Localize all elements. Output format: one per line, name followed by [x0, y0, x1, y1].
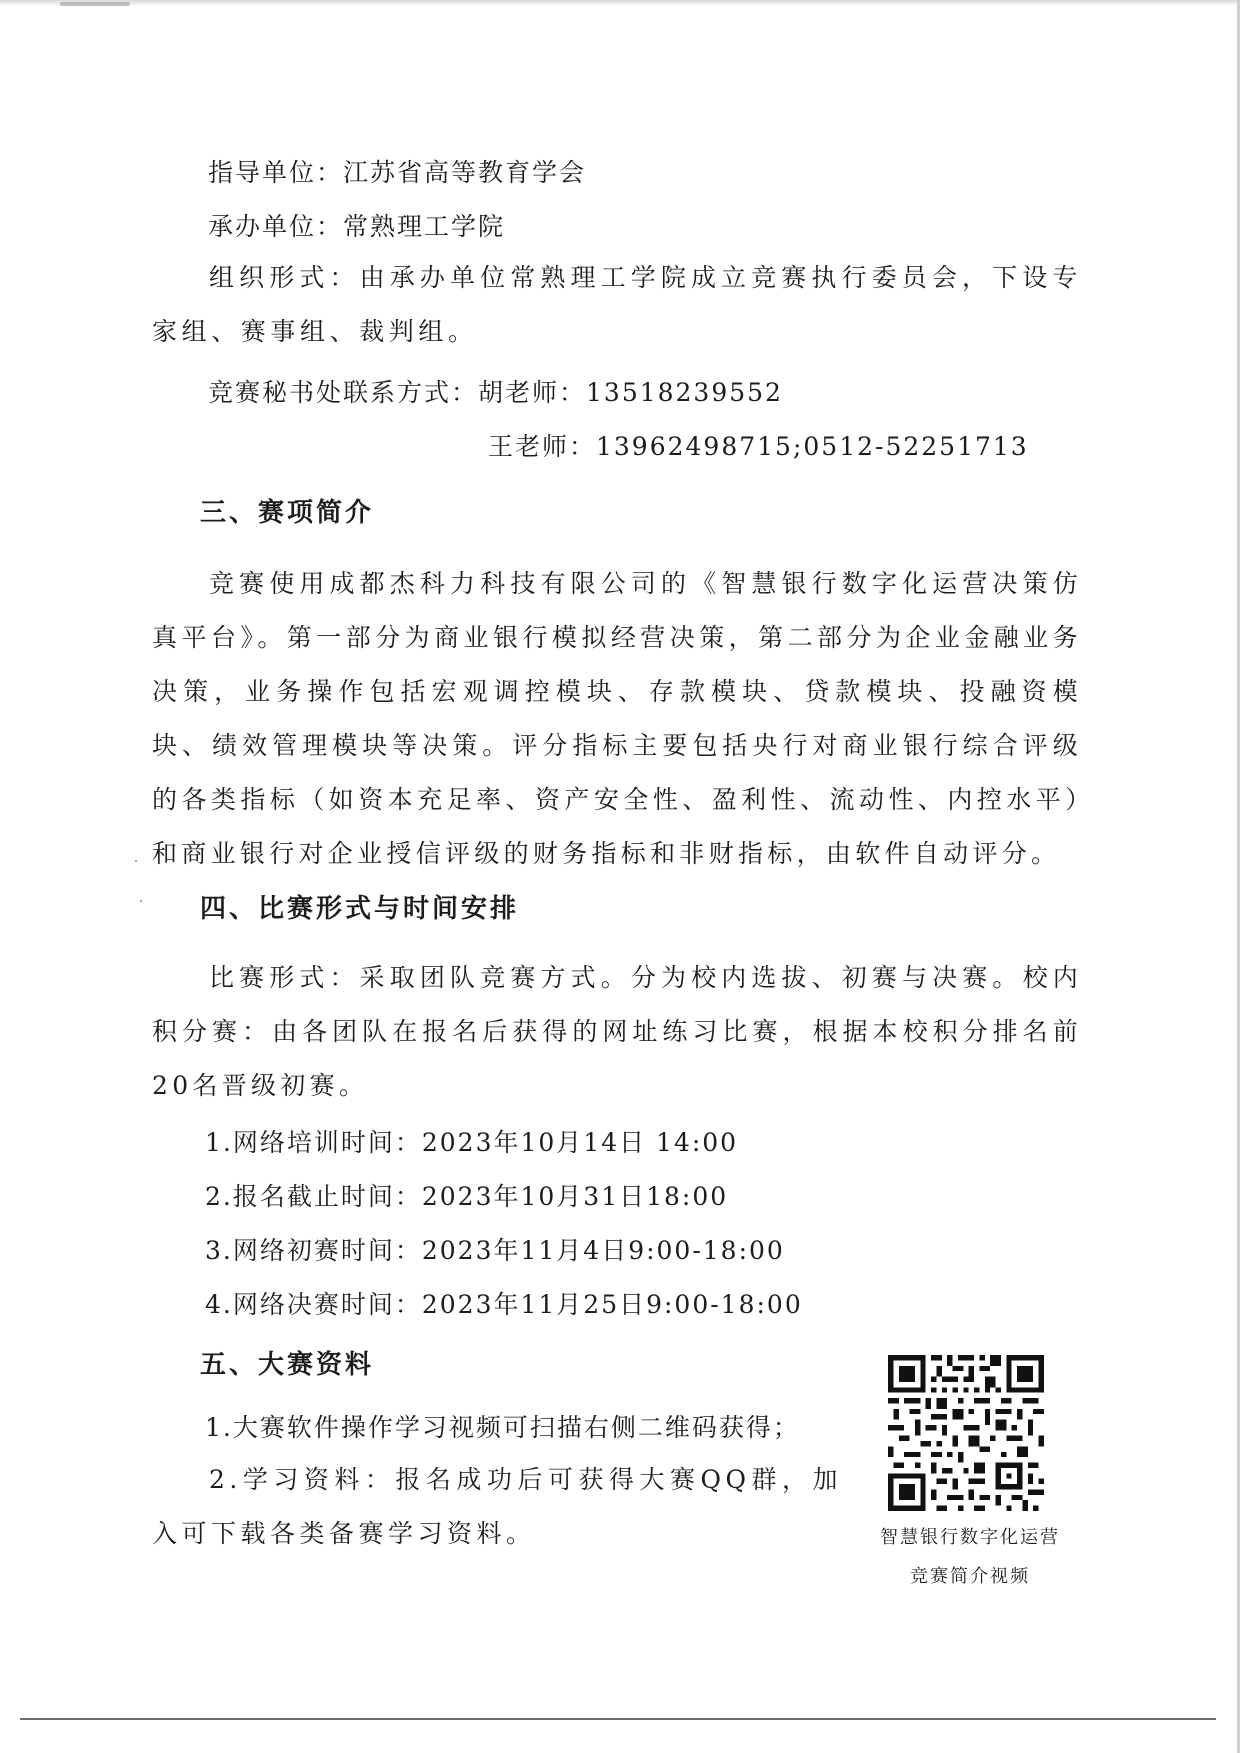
scan-speck: [140, 900, 142, 902]
schedule-item-3: 3.网络初赛时间：2023年11月4日9:00-18:00: [205, 1236, 785, 1265]
schedule-item-1: 1.网络培训时间：2023年10月14日 14:00: [205, 1128, 739, 1157]
section4-body: 比赛形式：采取团队竞赛方式。分为校内选拔、初赛与决赛。校内积分赛：由各团队在报名后获得的网址练习比赛，根据本校积分排名前20名晋级初赛。: [152, 963, 1082, 1100]
section-heading-5: 五、大赛资料: [200, 1350, 375, 1380]
footer-rule: [20, 1718, 1216, 1720]
secretariat-contact: 竞赛秘书处联系方式：胡老师：13518239552: [208, 378, 783, 407]
scan-speck: [135, 860, 137, 862]
host-unit: 承办单位：常熟理工学院: [208, 212, 506, 241]
guide-unit: 指导单位：江苏省高等教育学会: [208, 158, 587, 187]
schedule-item-2: 2.报名截止时间：2023年10月31日18:00: [205, 1182, 729, 1211]
scan-edge-top: [0, 0, 1240, 6]
qr-caption-line-1: 智慧银行数字化运营: [880, 1527, 1060, 1548]
scan-smudge: [60, 2, 130, 6]
materials-item-1: 1.大赛软件操作学习视频可扫描右侧二维码获得；: [205, 1413, 800, 1442]
qr-code[interactable]: [888, 1355, 1044, 1511]
section-heading-3: 三、赛项简介: [200, 498, 375, 528]
qr-caption-line-2: 竞赛简介视频: [910, 1566, 1030, 1587]
secretariat-contact-2: 王老师：13962498715;0512-52251713: [488, 432, 1029, 461]
materials-item-2: 2.学习资料：报名成功后可获得大赛QQ群，加入可下载各类备赛学习资料。: [152, 1465, 842, 1548]
schedule-item-4: 4.网络决赛时间：2023年11月25日9:00-18:00: [205, 1290, 803, 1319]
organization-form: 组织形式：由承办单位常熟理工学院成立竞赛执行委员会，下设专家组、赛事组、裁判组。: [152, 263, 1082, 346]
section3-body: 竞赛使用成都杰科力科技有限公司的《智慧银行数字化运营决策仿真平台》。第一部分为商业银行模拟经营决策，第二部分为企业金融业务决策，业务操作包括宏观调控模块、存款模块、贷款模块、投融资模块、绩效管理模块等决策。评分指标主要包括央行对商业银行综合评级的各类指标（如资本充足率、资产安全性、盈利性、流动性、内控水平）和商业银行对企业授信评级的财务指标和非财指标，由软件自动评分。: [152, 569, 1082, 868]
section-heading-4: 四、比赛形式与时间安排: [200, 894, 520, 924]
